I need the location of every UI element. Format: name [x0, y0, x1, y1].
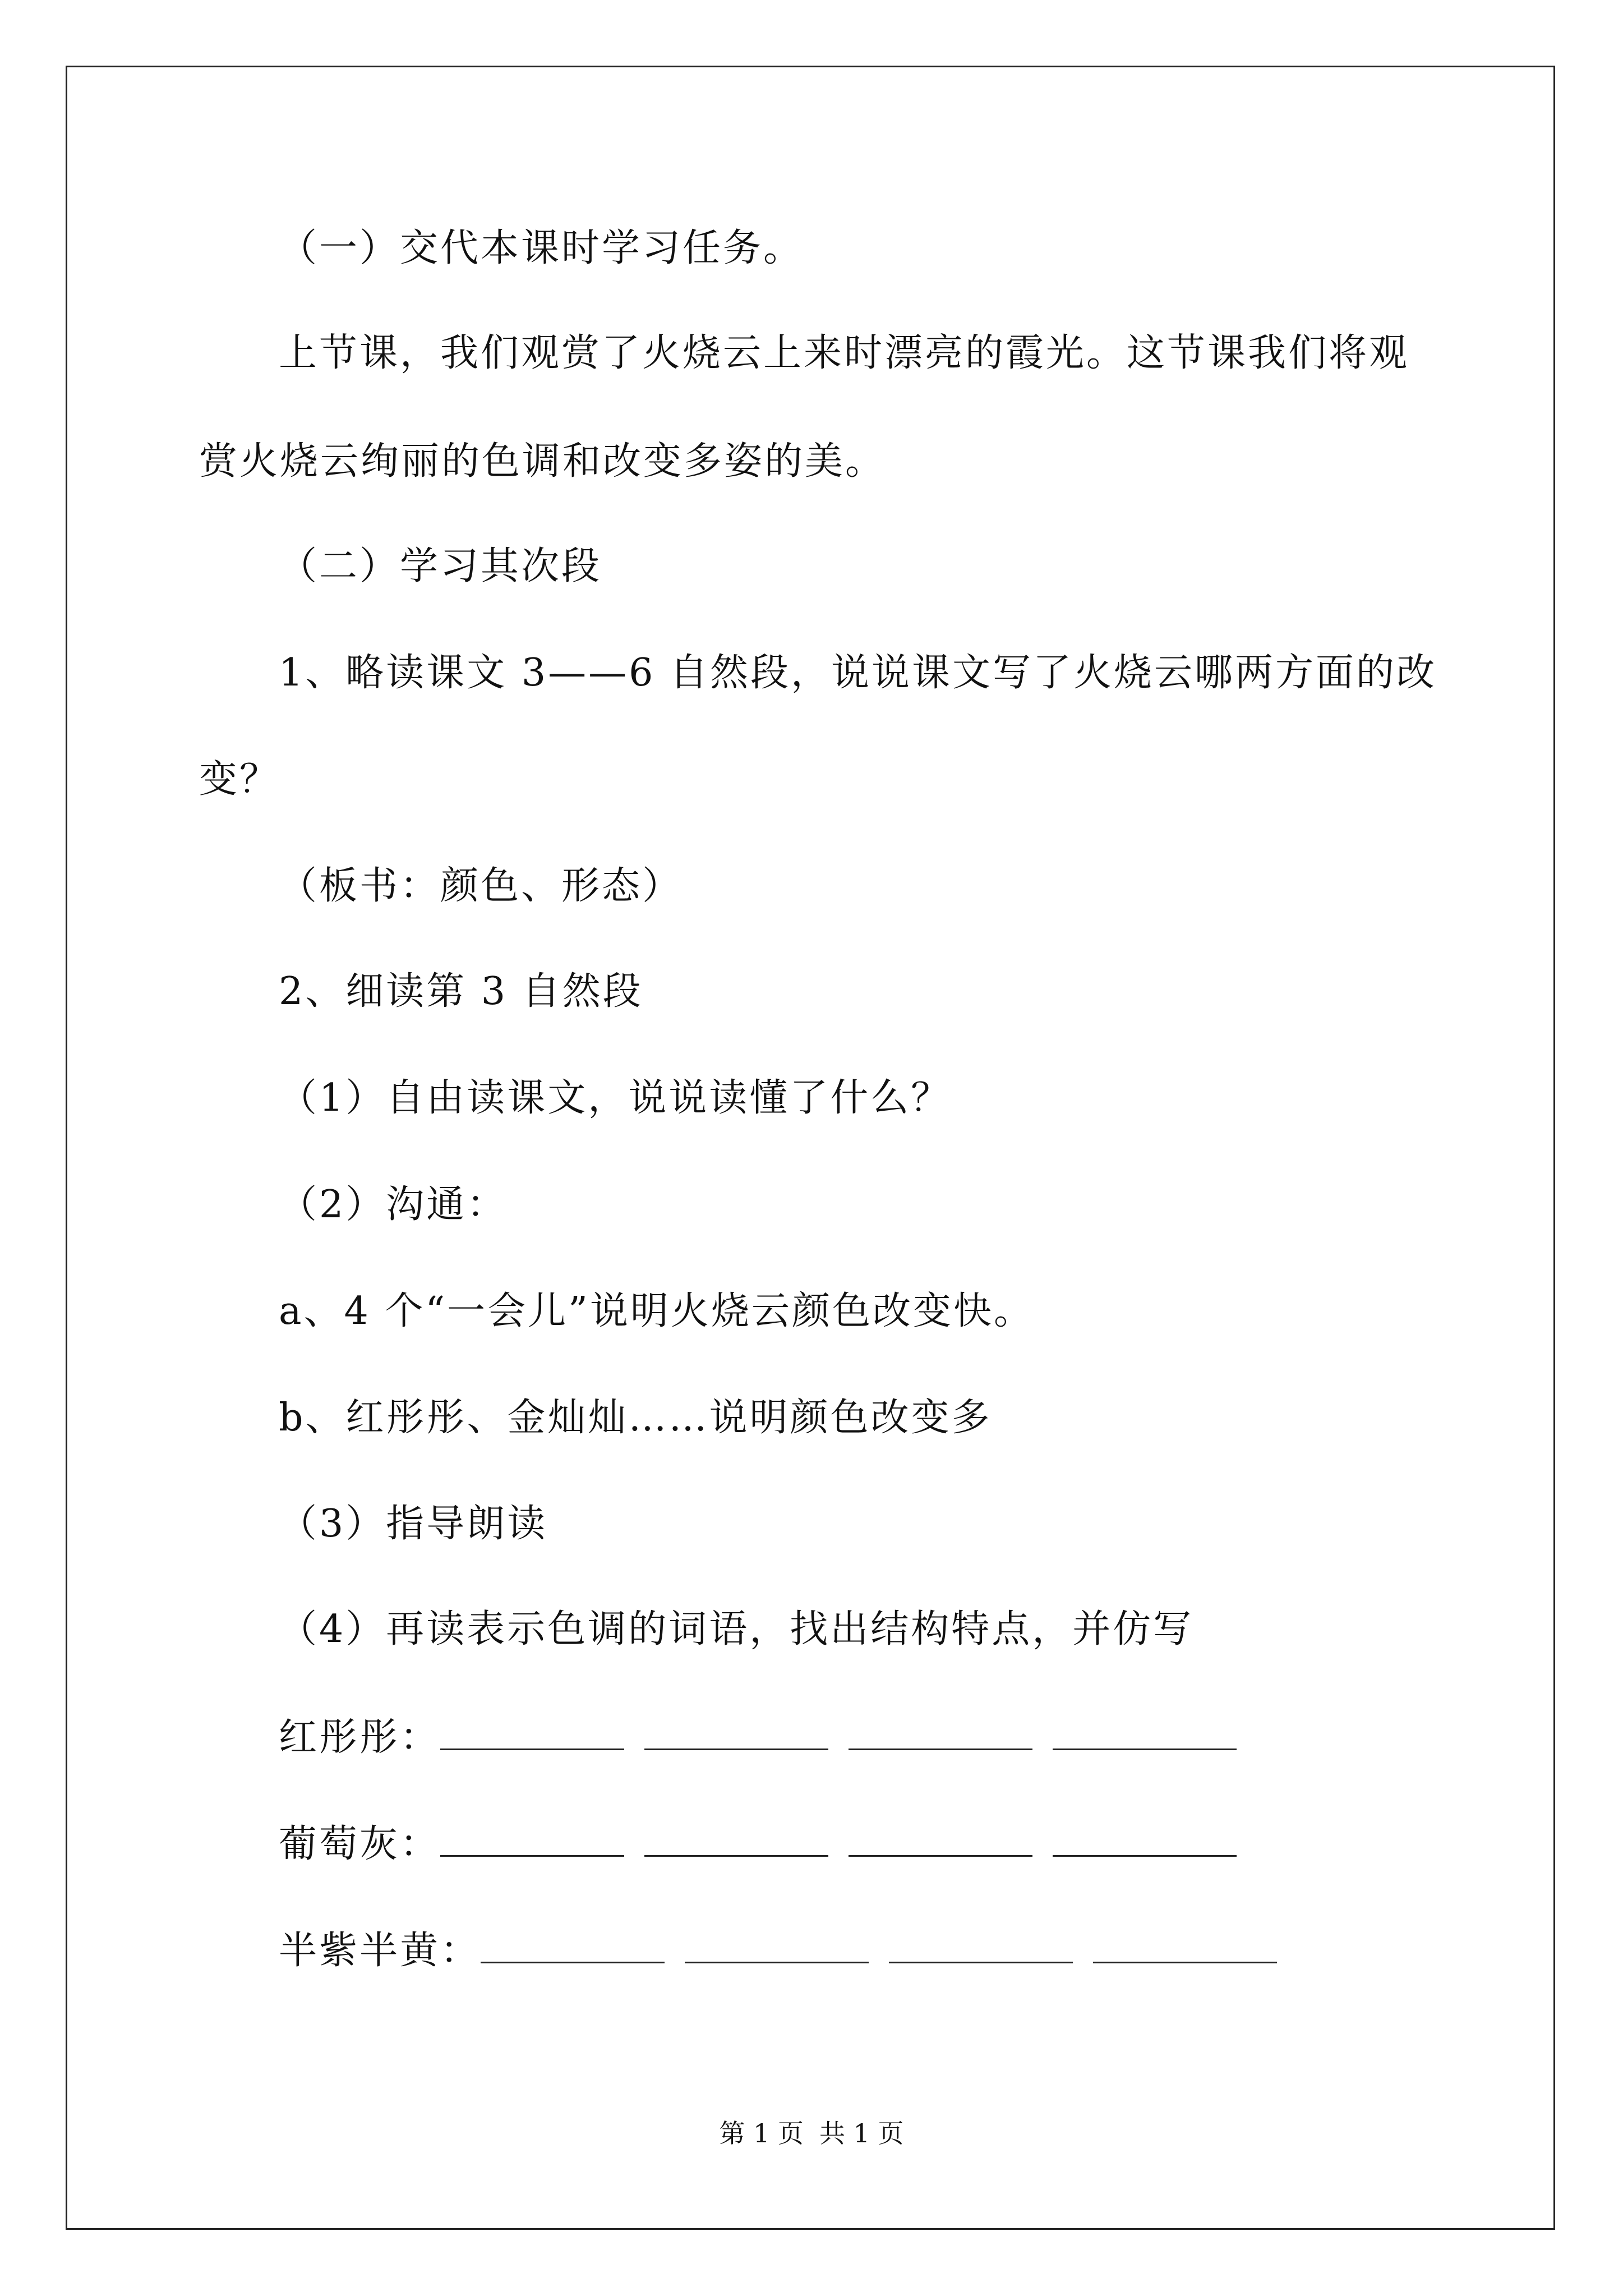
paragraph-line: （1）自由读课文，说说读懂了什么？ — [279, 1076, 952, 1120]
page-border — [66, 66, 1555, 2230]
exercise-label: 半紫半黄： — [279, 1929, 481, 1973]
paragraph-line: a、4 个“一会儿”说明火烧云颜色改变快。 — [279, 1289, 1034, 1333]
exercise-label: 红彤彤： — [279, 1715, 441, 1760]
answer-blank[interactable] — [685, 1927, 869, 1963]
answer-blank[interactable] — [849, 1714, 1032, 1750]
answer-blank[interactable] — [481, 1927, 665, 1963]
answer-blank[interactable] — [849, 1820, 1032, 1857]
answer-blank[interactable] — [889, 1927, 1073, 1963]
exercise-line — [279, 1820, 1237, 1867]
exercise-line — [279, 1714, 1237, 1760]
exercise-label: 葡萄灰： — [279, 1822, 441, 1866]
section-heading-2: （二）学习其次段 — [279, 544, 602, 588]
paragraph-line: （2）沟通： — [279, 1182, 508, 1227]
section-heading-1: （一）交代本课时学习任务。 — [279, 226, 804, 270]
paragraph-line: 2、细读第 3 自然段 — [279, 969, 643, 1014]
paragraph-line: 上节课，我们观赏了火烧云上来时漂亮的霞光。这节课我们将观 — [279, 331, 1410, 375]
answer-blank[interactable] — [1053, 1820, 1237, 1857]
paragraph-line: b、红彤彤、金灿灿……说明颜色改变多 — [279, 1396, 992, 1440]
paragraph-line: 变？ — [199, 757, 280, 802]
exercise-line — [279, 1927, 1277, 1973]
paragraph-line: 赏火烧云绚丽的色调和改变多姿的美。 — [199, 439, 886, 484]
answer-blank[interactable] — [440, 1820, 624, 1857]
answer-blank[interactable] — [1053, 1714, 1237, 1750]
answer-blank[interactable] — [1093, 1927, 1277, 1963]
page-footer — [0, 2118, 1623, 2149]
paragraph-line: （4）再读表示色调的词语，找出结构特点，并仿写 — [279, 1607, 1194, 1651]
paragraph-line: （3）指导朗读 — [279, 1502, 548, 1546]
paragraph-line: （板书：颜色、形态） — [279, 864, 683, 908]
answer-blank[interactable] — [440, 1714, 624, 1750]
paragraph-line: 1、略读课文 3——6 自然段，说说课文写了火烧云哪两方面的改 — [279, 651, 1437, 695]
answer-blank[interactable] — [644, 1714, 828, 1750]
page-total: 共 1 页 — [819, 2118, 904, 2148]
page-number: 第 1 页 — [719, 2118, 804, 2148]
answer-blank[interactable] — [644, 1820, 828, 1857]
